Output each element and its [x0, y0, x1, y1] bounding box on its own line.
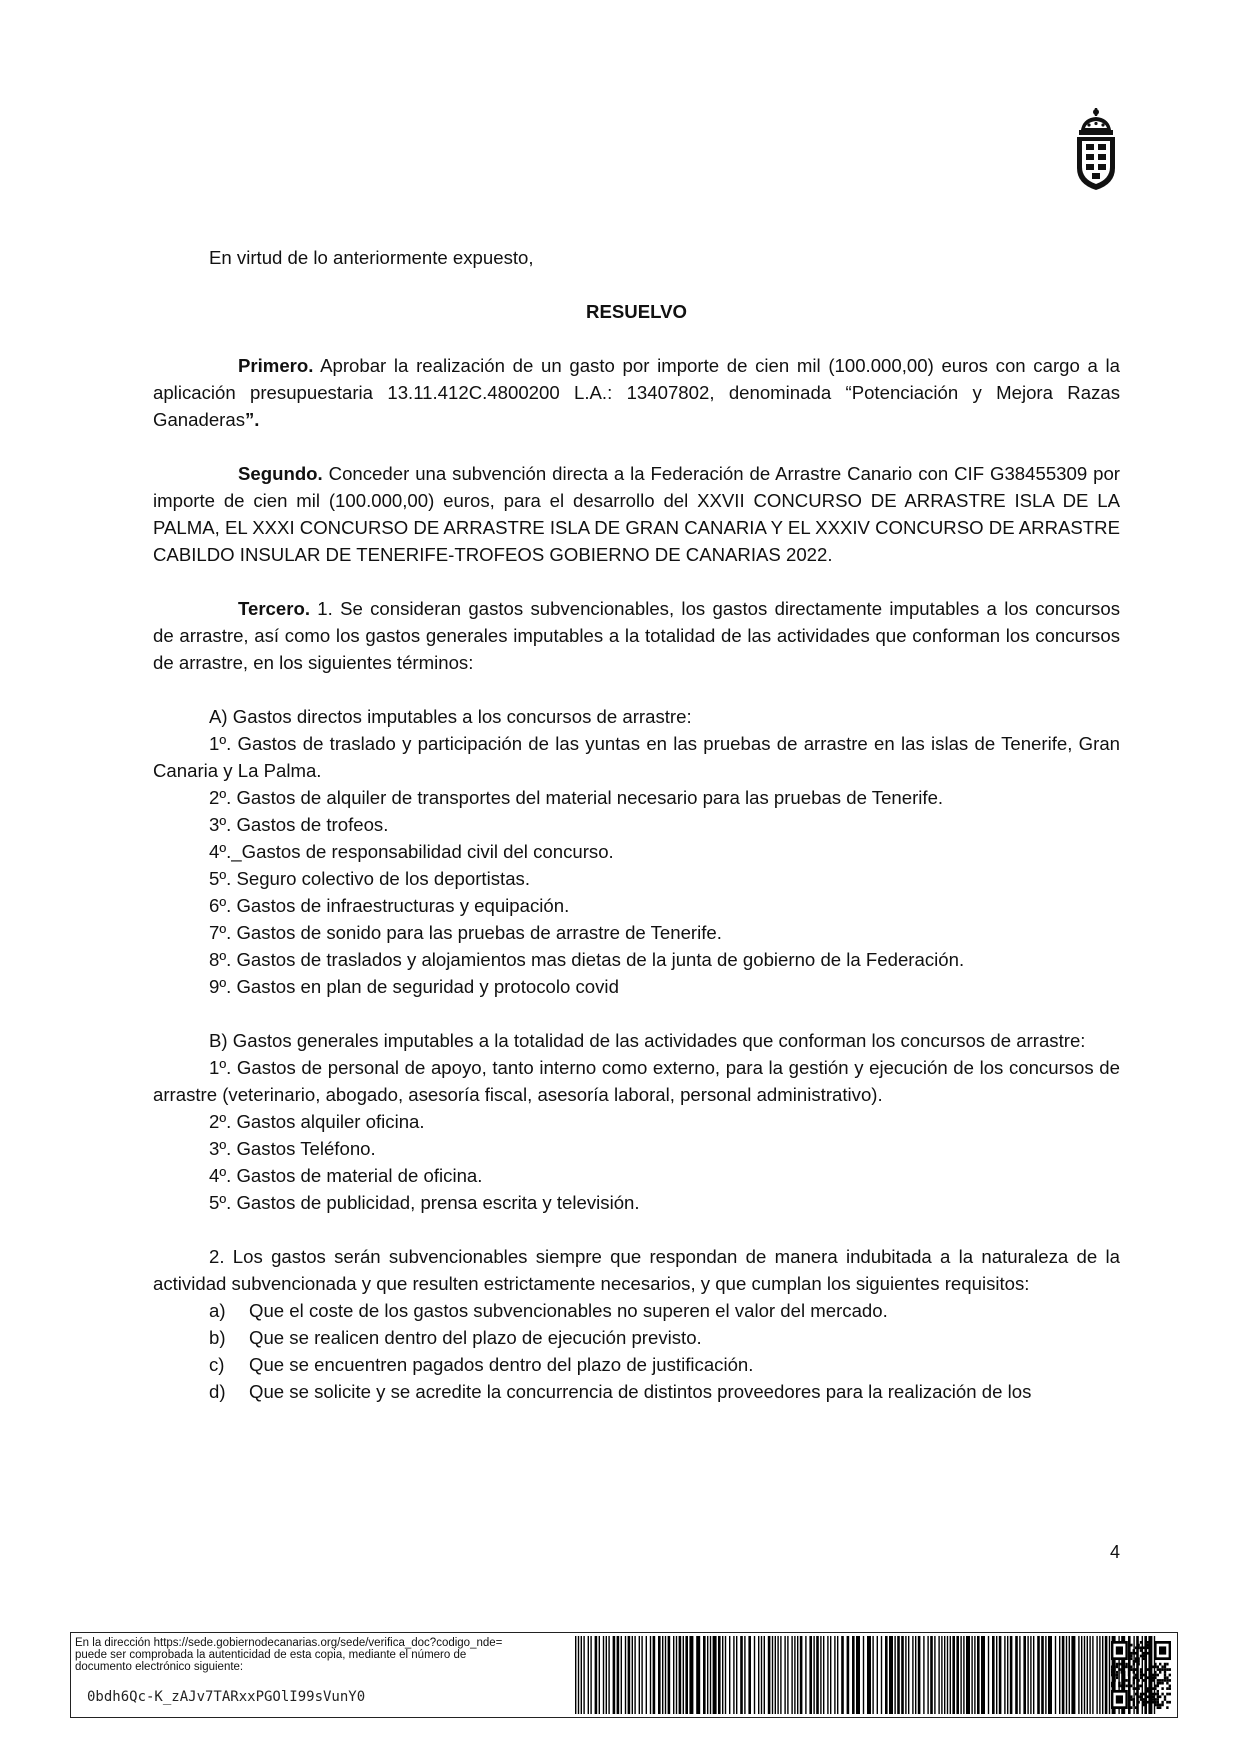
section-a-item: 9º. Gastos en plan de seguridad y protocolo covid [209, 976, 619, 997]
primero-end: ”. [245, 409, 260, 430]
section-b-item: 1º. Gastos de personal de apoyo, tanto interno como externo, para la gestión y ejecución de los concursos de arrastre (veterinario, abogado, asesoría fiscal, asesoría laboral, personal administrativo). [153, 1057, 1120, 1105]
segundo-label: Segundo. [238, 463, 323, 484]
section-b-item: 4º. Gastos de material de oficina. [209, 1165, 483, 1186]
section-a-item: 5º. Seguro colectivo de los deportistas. [209, 868, 530, 889]
paragraph-2: 2. Los gastos serán subvencionables siempre que respondan de manera indubitada a la naturaleza de la actividad subvencionada y que resulten estrictamente necesarios, y que cumplan los siguientes requisitos: [153, 1246, 1120, 1294]
intro-paragraph: En virtud de lo anteriormente expuesto, [209, 247, 534, 268]
requirement-item [153, 1324, 1120, 1351]
canarias-crest-icon [1073, 108, 1119, 192]
requirement-text: Que el coste de los gastos subvencionables no superen el valor del mercado. [249, 1300, 888, 1321]
verification-line: documento electrónico siguiente: [75, 1661, 244, 1673]
requirement-item [153, 1378, 1120, 1405]
tercero-text: 1. Se consideran gastos subvencionables, los gastos directamente imputables a los concursos de arrastre, así como los gastos generales imputables a la totalidad de las actividades que conforman los concursos de arrastre, en los siguientes términos: [153, 598, 1120, 673]
requirement-label: a) [209, 1300, 226, 1321]
section-a-item: 8º. Gastos de traslados y alojamientos mas dietas de la junta de gobierno de la Federación. [209, 949, 965, 970]
section-a-item: 1º. Gastos de traslado y participación de las yuntas en las pruebas de arrastre en las islas de Tenerife, Gran Canaria y La Palma. [153, 733, 1120, 781]
resolution-heading: RESUELVO [586, 301, 687, 322]
barcode-icon [573, 1636, 1159, 1714]
section-a-heading: A) Gastos directos imputables a los concursos de arrastre: [209, 706, 692, 727]
section-a-item: 7º. Gastos de sonido para las pruebas de arrastre de Tenerife. [209, 922, 722, 943]
requirement-text: Que se realicen dentro del plazo de ejecución previsto. [249, 1327, 702, 1348]
section-b-item: 2º. Gastos alquiler oficina. [209, 1111, 425, 1132]
document-body [153, 244, 1120, 1405]
section-a-item: 2º. Gastos de alquiler de transportes del material necesario para las pruebas de Tenerife. [209, 787, 944, 808]
section-b-heading: B) Gastos generales imputables a la totalidad de las actividades que conforman los concursos de arrastre: [209, 1030, 1086, 1051]
section-b-item: 5º. Gastos de publicidad, prensa escrita y televisión. [209, 1192, 640, 1213]
section-b-item: 3º. Gastos Teléfono. [209, 1138, 376, 1159]
requirement-label: b) [209, 1327, 226, 1348]
requirement-label: c) [209, 1354, 225, 1375]
verification-line: En la dirección https://sede.gobiernodecanarias.org/sede/verifica_doc?codigo_nde= [75, 1637, 503, 1649]
qr-code-icon [1111, 1641, 1171, 1709]
verification-footer [70, 1632, 1178, 1718]
section-a-item: 6º. Gastos de infraestructuras y equipación. [209, 895, 570, 916]
page-number: 4 [1109, 1542, 1120, 1562]
tercero-label: Tercero. [238, 598, 310, 619]
requirement-label: d) [209, 1381, 226, 1402]
primero-paragraph [153, 352, 1120, 433]
segundo-paragraph [153, 460, 1120, 568]
segundo-text: Conceder una subvención directa a la Federación de Arrastre Canario con CIF G38455309 por importe de cien mil (100.000,00) euros, para el desarrollo del XXVII CONCURSO DE ARRASTRE ISLA DE LA PALMA, EL XXXI CONCURSO DE ARRASTRE ISLA DE GRAN CANARIA Y EL XXXIV CONCURSO DE ARRASTRE CABILDO INSULAR DE TENERIFE-TROFEOS GOBIERNO DE CANARIAS 2022. [153, 463, 1120, 565]
section-a-item: 3º. Gastos de trofeos. [209, 814, 389, 835]
verification-text [75, 1637, 545, 1673]
requirement-item [153, 1351, 1120, 1378]
requirement-text: Que se encuentren pagados dentro del plazo de justificación. [249, 1354, 754, 1375]
tercero-paragraph [153, 595, 1120, 676]
primero-text: Aprobar la realización de un gasto por importe de cien mil (100.000,00) euros con cargo a la aplicación presupuestaria 13.11.412C.4800200 L.A.: 13407802, denominada “Potenciación y Mejora Razas Ganaderas [153, 355, 1120, 430]
requirement-item [153, 1297, 1120, 1324]
requirement-text: Que se solicite y se acredite la concurrencia de distintos proveedores para la realización de los [249, 1381, 1032, 1402]
verification-line: puede ser comprobada la autenticidad de esta copia, mediante el número de [75, 1649, 467, 1661]
primero-label: Primero. [238, 355, 314, 376]
section-a-item: 4º._Gastos de responsabilidad civil del concurso. [209, 841, 614, 862]
verification-code: 0bdh6Qc-K_zAJv7TARxxPGOlI99sVunY0 [87, 1689, 366, 1705]
